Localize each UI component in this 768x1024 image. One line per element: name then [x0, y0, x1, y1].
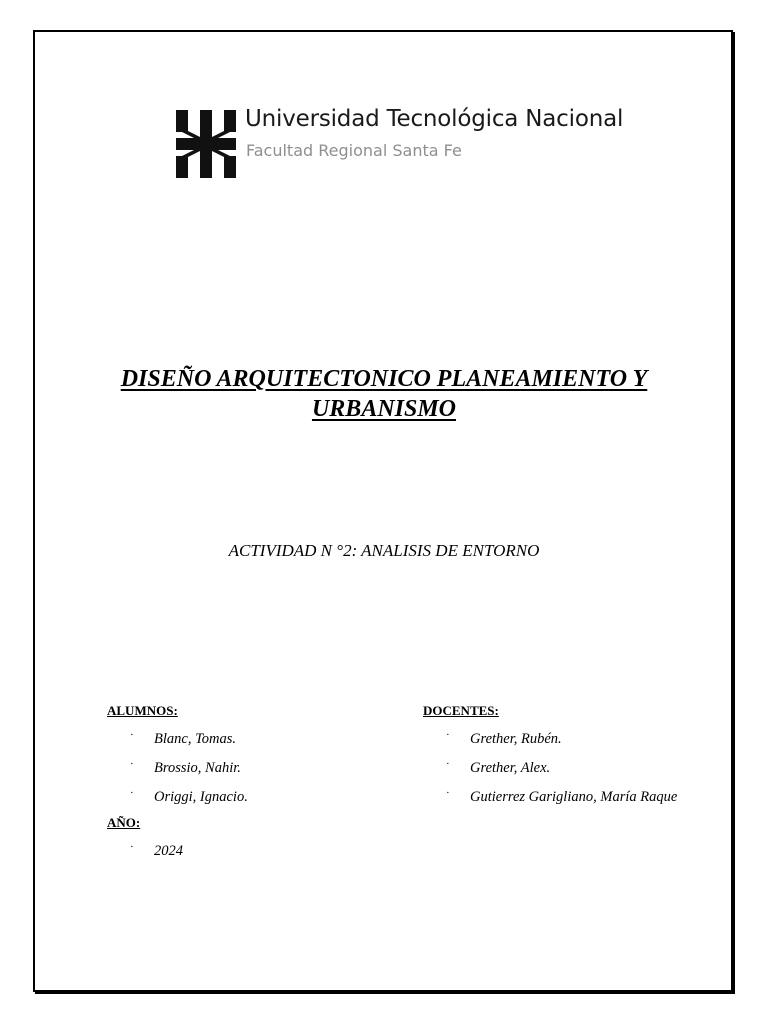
- title-line-1: DISEÑO ARQUITECTONICO PLANEAMIENTO Y: [120, 366, 648, 392]
- utn-logo-icon: [176, 110, 236, 178]
- bullet-icon: ·: [130, 787, 134, 799]
- bullet-icon: ·: [130, 729, 134, 741]
- bullet-icon: ·: [130, 758, 134, 770]
- student-name: Brossio, Nahir.: [154, 760, 241, 776]
- faculty-name: Facultad Regional Santa Fe: [246, 141, 462, 160]
- bullet-icon: ·: [446, 758, 450, 770]
- bullet-icon: ·: [130, 841, 134, 853]
- university-name: Universidad Tecnológica Nacional: [245, 106, 624, 132]
- page-border: [33, 30, 733, 992]
- bullet-icon: ·: [446, 787, 450, 799]
- teacher-name: Grether, Alex.: [470, 760, 551, 776]
- student-name: Blanc, Tomas.: [154, 731, 237, 747]
- students-label: ALUMNOS:: [107, 703, 178, 718]
- bullet-icon: ·: [446, 729, 450, 741]
- document-title: [60, 364, 708, 424]
- teacher-name: Grether, Rubén.: [470, 731, 562, 747]
- title-line-2: URBANISMO: [311, 396, 457, 422]
- year-label: AÑO:: [107, 815, 141, 830]
- teachers-label: DOCENTES:: [423, 703, 499, 718]
- year-value: 2024: [154, 843, 183, 859]
- activity-title: ACTIVIDAD N °2: ANALISIS DE ENTORNO: [228, 541, 540, 560]
- teacher-name: Gutierrez Garigliano, María Raque: [470, 789, 678, 805]
- student-name: Origgi, Ignacio.: [154, 789, 248, 805]
